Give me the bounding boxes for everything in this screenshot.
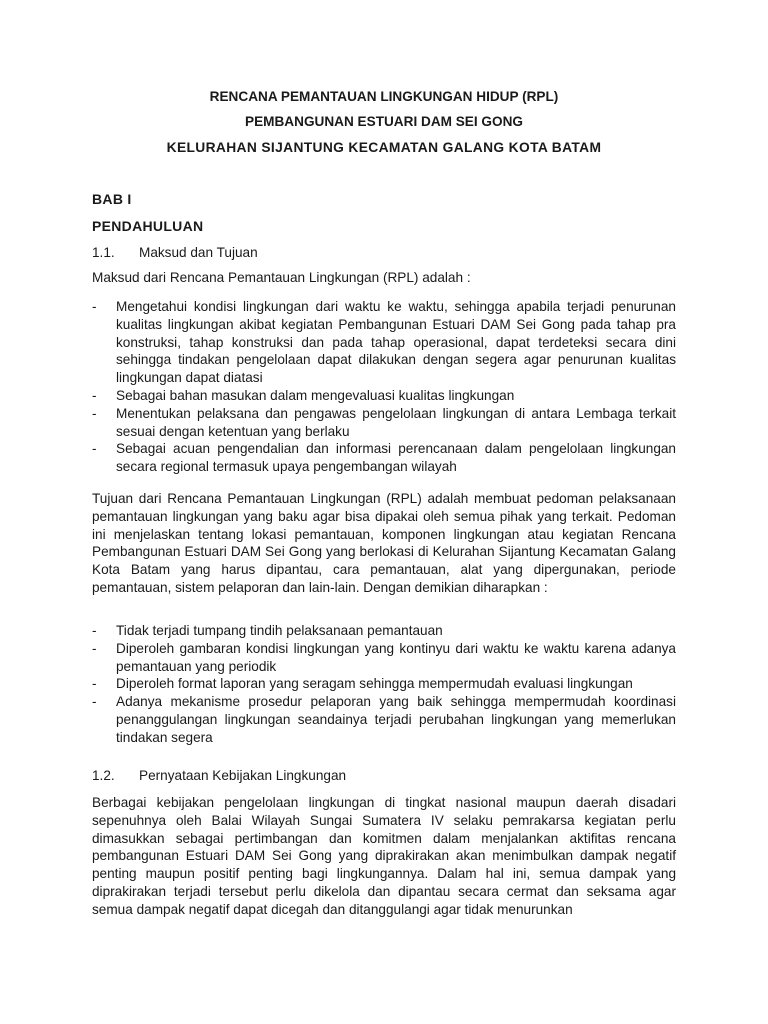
section-heading-1-2 [92,767,346,785]
list-item-text: Mengetahui kondisi lingkungan dari waktu ke waktu, sehingga apabila terjadi penurunan kualitas lingkungan akibat kegiatan Pembangunan Estuari DAM Sei Gong pada tahap pra konstruksi, tahap konstruksi dan pada tahap operasional, dapat terdeteksi secara dini sehingga tindakan pengelolaan dapat dilakukan dengan segera agar penurunan kualitas lingkungan dapat diatasi [116,299,676,386]
list-item [92,640,676,676]
chapter-title: PENDAHULUAN [92,218,204,234]
list-item [92,693,676,746]
bullet-dash: - [92,676,97,692]
list-item [92,622,676,640]
list-item [92,298,676,387]
list-item-text: Diperoleh gambaran kondisi lingkungan yang kontinyu dari waktu ke waktu karena adanya pemantauan yang periodik [116,640,676,674]
document-location: KELURAHAN SIJANTUNG KECAMATAN GALANG KOTA BATAM [166,140,602,155]
list-item [92,440,676,476]
purpose-list [92,298,676,476]
bullet-dash: - [92,623,97,638]
bullet-dash: - [92,387,97,403]
section-number: 1.1. [92,245,115,260]
expected-list [92,622,676,747]
list-item-text: Tidak terjadi tumpang tindih pelaksanaan pemantauan [116,623,443,638]
document-title: RENCANA PEMANTAUAN LINGKUNGAN HIDUP (RPL) [209,89,559,104]
list-item-text: Sebagai acuan pengendalian dan informasi perencanaan dalam pengelolaan lingkungan secara regional termasuk upaya pengembangan wilayah [116,441,676,475]
policy-paragraph: Berbagai kebijakan pengelolaan lingkungan di tingkat nasional maupun daerah disadari sepenuhnya oleh Balai Wilayah Sungai Sumatera IV selaku pemrakarsa kegiatan perlu dimasukkan sebagai pertimbangan dan komitmen dalam menjalankan aktifitas rencana pembangunan Estuari DAM Sei Gong yang diprakirakan akan menimbulkan dampak negatif penting maupun positif penting bagi lingkungannya. Dalam hal ini, semua dampak yang diprakirakan terjadi tersebut perlu dikelola dan dipantau secara cermat dan seksama agar semua dampak negatif dapat dicegah dan ditanggulangi agar tidak menurunkan [92,795,676,917]
bullet-dash: - [92,299,97,314]
intro-paragraph: Maksud dari Rencana Pemantauan Lingkungan (RPL) adalah : [92,270,471,285]
bullet-dash: - [92,405,97,421]
document-subtitle: PEMBANGUNAN ESTUARI DAM SEI GONG [245,114,523,129]
bullet-dash: - [92,441,97,457]
list-item-text: Diperoleh format laporan yang seragam sehingga mempermudah evaluasi lingkungan [116,676,633,692]
section-heading-1-1 [92,244,258,262]
section-title: Maksud dan Tujuan [139,245,258,260]
list-item-text: Adanya mekanisme prosedur pelaporan yang baik sehingga mempermudah koordinasi penanggulangan lingkungan seandainya terjadi perubahan lingkungan yang memerlukan tindakan segera [116,694,676,745]
list-item-text: Menentukan pelaksana dan pengawas pengelolaan lingkungan di antara Lembaga terkait sesuai dengan ketentuan yang berlaku [116,405,676,439]
section-title: Pernyataan Kebijakan Lingkungan [139,768,347,783]
bullet-dash: - [92,694,97,710]
list-item [92,387,676,405]
list-item [92,675,676,693]
section-number: 1.2. [92,768,115,783]
list-item [92,405,676,441]
bullet-dash: - [92,640,97,656]
chapter-number: BAB I [92,191,132,207]
purpose-paragraph: Tujuan dari Rencana Pemantauan Lingkungan (RPL) adalah membuat pedoman pelaksanaan pemantauan lingkungan yang baku agar bisa dipakai oleh semua pihak yang terkait. Pedoman ini menjelaskan tentang lokasi pemantauan, komponen lingkungan atau kegiatan Rencana Pembangunan Estuari DAM Sei Gong yang berlokasi di Kelurahan Sijantung Kecamatan Galang Kota Batam yang harus dipantau, cara pemantauan, alat yang dipergunakan, periode pemantauan, sistem pelaporan dan lain-lain. Dengan demikian diharapkan : [92,491,676,595]
list-item-text: Sebagai bahan masukan dalam mengevaluasi kualitas lingkungan [116,387,515,403]
